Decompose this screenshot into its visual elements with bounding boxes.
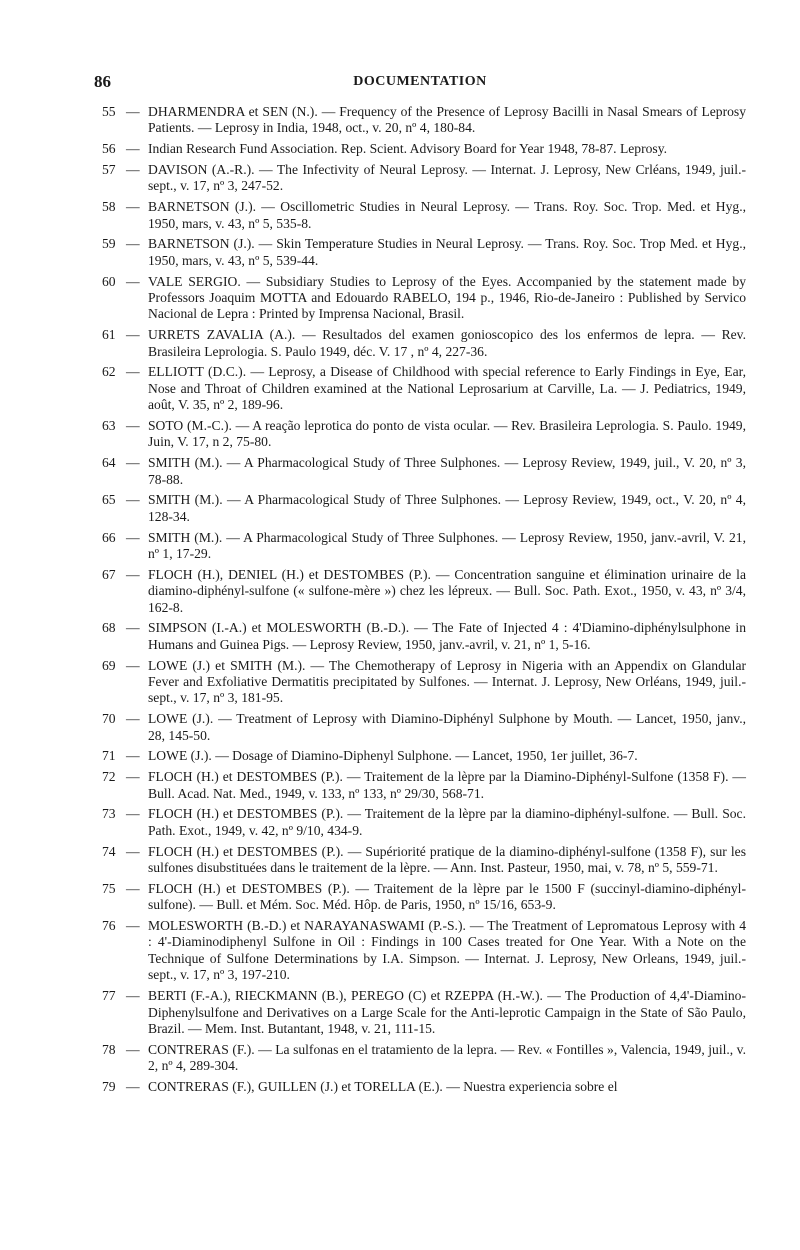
entry-dash: — [126, 620, 140, 636]
entry-number: 55 [102, 104, 116, 119]
bibliography-entry [94, 364, 746, 413]
entry-citation: SIMPSON (I.-A.) et MOLESWORTH (B.-D.). — The Fate of Injected 4 : 4'Diamino-diphénylsulphone in Humans and Guinea Pigs. — Leprosy Review, 1950, janv.-avril, v. 21, nº 1, 5-16. [148, 620, 746, 652]
entry-citation: URRETS ZAVALIA (A.). — Resultados del examen gonioscopico des los enfermos de lepra. — Rev. Brasileira Leprologia. S. Paulo 1949, déc. V. 17 , nº 4, 227-36. [148, 327, 746, 359]
entry-number: 74 [102, 843, 116, 859]
entry-dash: — [126, 327, 140, 343]
entry-citation: SMITH (M.). — A Pharmacological Study of Three Sulphones. — Leprosy Review, 1949, juil., V. 20, nº 3, 78-88. [148, 455, 746, 487]
bibliography-list [94, 104, 746, 1100]
bibliography-entry [94, 418, 746, 451]
entry-dash: — [126, 104, 140, 119]
bibliography-entry [94, 104, 746, 137]
entry-citation: BERTI (F.-A.), RIECKMANN (B.), PEREGO (C) et RZEPPA (H.-W.). — The Production of 4,4'-Diamino-Diphenylsulfone and Derivatives on a Large Scale for the Anti-leprotic Campaign in the State of São Paulo, Brazil. — Mem. Inst. Butantant, 1948, v. 21, 111-15. [148, 988, 746, 1036]
bibliography-entry [94, 658, 746, 707]
bibliography-entry [94, 769, 746, 802]
entry-citation: FLOCH (H.) et DESTOMBES (P.). — Traitement de la lèpre par la diamino-diphényl-sulfone. — Bull. Soc. Path. Exot., 1949, v. 42, nº 9/10, 434-9. [148, 806, 746, 838]
entry-dash: — [126, 492, 140, 508]
entry-citation: CONTRERAS (F.), GUILLEN (J.) et TORELLA (E.). — Nuestra experiencia sobre el [148, 1078, 618, 1094]
entry-number: 65 [102, 492, 116, 508]
entry-dash: — [126, 529, 140, 545]
entry-citation: SOTO (M.-C.). — A reação leprotica do ponto de vista ocular. — Rev. Brasileira Leprologia. S. Paulo. 1949, Juin, V. 17, n 2, 75-80. [148, 418, 746, 450]
page-number: 86 [94, 72, 111, 91]
entry-citation: FLOCH (H.), DENIEL (H.) et DESTOMBES (P.). — Concentration sanguine et élimination urinaire de la diamino-diphényl-sulfone (« sulfone-mère ») chez les lépreux. — Bull. Soc. Path. Exot., 1950, v. 43, nº 3/4, 162-8. [148, 566, 746, 615]
entry-number: 79 [102, 1078, 116, 1094]
entry-citation: FLOCH (H.) et DESTOMBES (P.). — Traitement de la lèpre par la Diamino-Diphényl-Sulfone (1358 F). — Bull. Acad. Nat. Med., 1949, v. 133, nº 133, nº 29/30, 568-71. [148, 769, 746, 801]
entry-number: 71 [102, 748, 116, 764]
entry-citation: FLOCH (H.) et DESTOMBES (P.). — Traitement de la lèpre par le 1500 F (succinyl-diamino-diphényl-sulfone). — Bull. et Mém. Soc. Méd. Hôp. de Paris, 1950, nº 15/16, 653-9. [148, 880, 746, 913]
entry-number: 63 [102, 418, 116, 434]
bibliography-entry [94, 274, 746, 323]
bibliography-entry [94, 567, 746, 616]
bibliography-entry [94, 492, 746, 525]
bibliography-entry [94, 988, 746, 1037]
entry-citation: DHARMENDRA et SEN (N.). — Frequency of the Presence of Leprosy Bacilli in Nasal Smears of Leprosy Patients. — Leprosy in India, 1948, oct., v. 20, nº 4, 180-84. [148, 104, 746, 136]
entry-citation: BARNETSON (J.). — Skin Temperature Studies in Neural Leprosy. — Trans. Roy. Soc. Trop Med. et Hyg., 1950, mars, v. 43, nº 5, 539-44. [148, 236, 746, 268]
bibliography-entry [94, 711, 746, 744]
entry-number: 57 [102, 162, 116, 177]
entry-dash: — [126, 806, 140, 822]
entry-citation: VALE SERGIO. — Subsidiary Studies to Leprosy of the Eyes. Accompanied by the statement made by Professors Joaquim MOTTA and Edouardo RABELO, 194 p., 1946, Rio-de-Janeiro : Published by Servico Nacional de Lepra : Printed by Imprensa Nacional, Brasil. [148, 273, 746, 322]
bibliography-entry [94, 141, 746, 157]
entry-dash: — [126, 199, 140, 215]
running-head: DOCUMENTATION [353, 74, 487, 89]
entry-number: 77 [102, 988, 116, 1004]
entry-number: 73 [102, 806, 116, 822]
bibliography-entry [94, 806, 746, 839]
entry-dash: — [126, 418, 140, 434]
entry-number: 76 [102, 918, 116, 934]
bibliography-entry [94, 1079, 746, 1095]
entry-number: 59 [102, 236, 116, 252]
entry-number: 69 [102, 657, 116, 673]
bibliography-entry [94, 236, 746, 269]
entry-dash: — [126, 1041, 140, 1057]
entry-dash: — [126, 843, 140, 859]
entry-dash: — [126, 918, 140, 934]
entry-dash: — [126, 364, 140, 380]
entry-citation: SMITH (M.). — A Pharmacological Study of Three Sulphones. — Leprosy Review, 1950, janv.-avril, V. 21, nº 1, 17-29. [148, 529, 746, 562]
entry-citation: ELLIOTT (D.C.). — Leprosy, a Disease of Childhood with special reference to Early Findings in Eye, Ear, Nose and Throat of Children examined at the National Leprosarium at Carville, La. — J. Pediatrics, 1949, août, V. 35, nº 2, 189-96. [148, 364, 746, 413]
bibliography-entry [94, 844, 746, 877]
entry-dash: — [126, 141, 140, 157]
entry-dash: — [126, 455, 140, 471]
entry-number: 68 [102, 620, 116, 636]
bibliography-entry [94, 327, 746, 360]
entry-number: 61 [102, 327, 116, 343]
entry-number: 56 [102, 141, 116, 157]
bibliography-entry [94, 748, 746, 764]
entry-number: 66 [102, 529, 116, 545]
entry-citation: Indian Research Fund Association. Rep. Scient. Advisory Board for Year 1948, 78-87. Leprosy. [148, 141, 668, 157]
entry-dash: — [126, 566, 140, 582]
entry-citation: LOWE (J.). — Dosage of Diamino-Diphenyl Sulphone. — Lancet, 1950, 1er juillet, 36-7. [148, 748, 638, 764]
entry-dash: — [126, 880, 140, 896]
entry-number: 60 [102, 273, 116, 289]
entry-citation: FLOCH (H.) et DESTOMBES (P.). — Supériorité pratique de la diamino-diphényl-sulfone (1358 F), sur les sulfones disubstituées dans le traitement de la lèpre. — Ann. Inst. Pasteur, 1950, mai, v. 78, nº 5, 559-71. [148, 843, 746, 876]
entry-dash: — [126, 236, 140, 252]
entry-citation: BARNETSON (J.). — Oscillometric Studies in Neural Leprosy. — Trans. Roy. Soc. Trop. Med. et Hyg., 1950, mars, v. 43, nº 5, 535-8. [148, 199, 746, 231]
entry-dash: — [126, 273, 140, 289]
entry-dash: — [126, 748, 140, 764]
entry-dash: — [126, 162, 140, 177]
entry-dash: — [126, 769, 140, 785]
entry-number: 64 [102, 455, 116, 471]
entry-dash: — [126, 711, 140, 727]
entry-number: 70 [102, 711, 116, 727]
entry-citation: LOWE (J.) et SMITH (M.). — The Chemotherapy of Leprosy in Nigeria with an Appendix on Glandular Fever and Exfoliative Dermatitis precipitated by Sulfones. — Internat. J. Leprosy, New Orléans, 1949, juil.-sept., v. 17, nº 3, 181-95. [148, 657, 746, 706]
entry-number: 75 [102, 880, 116, 896]
bibliography-entry [94, 199, 746, 232]
entry-number: 78 [102, 1041, 116, 1057]
entry-citation: DAVISON (A.-R.). — The Infectivity of Neural Leprosy. — Internat. J. Leprosy, New Crléans, 1949, juil.-sept., v. 17, nº 3, 247-52. [148, 162, 746, 194]
entry-dash: — [126, 1078, 140, 1094]
entry-number: 72 [102, 769, 116, 785]
entry-number: 62 [102, 364, 116, 380]
page-header [94, 72, 746, 92]
entry-citation: LOWE (J.). — Treatment of Leprosy with Diamino-Diphényl Sulphone by Mouth. — Lancet, 1950, janv., 28, 145-50. [148, 711, 746, 743]
bibliography-entry [94, 162, 746, 195]
bibliography-entry [94, 1042, 746, 1075]
entry-dash: — [126, 988, 140, 1004]
entry-dash: — [126, 657, 140, 673]
bibliography-entry [94, 881, 746, 914]
entry-number: 58 [102, 199, 116, 215]
bibliography-entry [94, 455, 746, 488]
bibliography-entry [94, 918, 746, 984]
entry-citation: MOLESWORTH (B.-D.) et NARAYANASWAMI (P.-S.). — The Treatment of Lepromatous Leprosy with 4 : 4'-Diaminodiphenyl Sulfone in Oil : Findings in 100 Cases treated for One Year. With a Note on the Technique of Sulfone Determinations by I.A. Simpson. — Internat. J. Leprosy, New Orleans, 1949, juil.-sept., v. 17, nº 3, 197-210. [148, 918, 746, 983]
bibliography-entry [94, 530, 746, 563]
entry-citation: CONTRERAS (F.). — La sulfonas en el tratamiento de la lepra. — Rev. « Fontilles », Valencia, 1949, juil., v. 2, nº 4, 289-304. [148, 1041, 746, 1074]
entry-number: 67 [102, 566, 116, 582]
bibliography-entry [94, 620, 746, 653]
entry-citation: SMITH (M.). — A Pharmacological Study of Three Sulphones. — Leprosy Review, 1949, oct., V. 20, nº 4, 128-34. [148, 492, 746, 524]
